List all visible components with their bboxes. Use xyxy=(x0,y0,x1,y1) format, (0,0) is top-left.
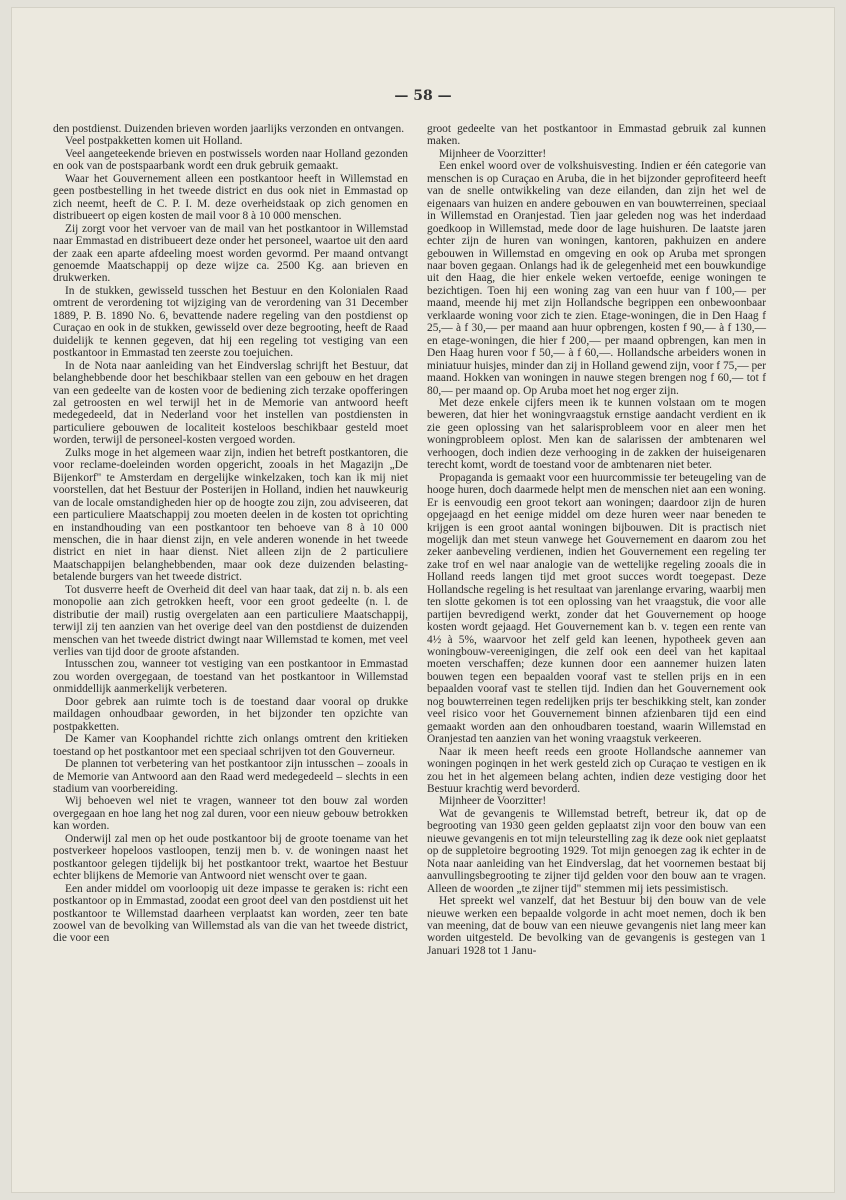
right-column xyxy=(427,123,766,957)
paragraph: Veel aangeteekende brieven en postwissels worden naar Holland gezonden en ook van de postspaarbank wordt een druk gebruik gemaakt. xyxy=(53,147,408,173)
paragraph: Mijnheer de Voorzitter! xyxy=(439,795,547,808)
paragraph: Propaganda is gemaakt voor een huurcommissie ter beteugeling van de hooge huren, doch daarmede helpt men de menschen niet aan een woning. Er is eenvoudig een groot tekort aan woningen; daardoor zijn de huren opgejaagd en het eenige middel om deze huren weer naar beneden te krijgen is een groot aantal woningen bijbouwen. Dit is practisch niet mogelijk dan met steun vanwege het Gouvernement en daarom zou het zeker aanbeveling verdienen, indien het Gouvernement een regeling ter zake trof en wel naar analogie van de wettelijke regeling zooals die in Holland reeds langen tijd met groot succes wordt toegepast. Deze Hollandsche regeling is het resultaat van jarenlange ervaring, waarbij men ten slotte gekomen is tot een oplossing van het vraagstuk, die voor alle partijen bevredigend werkt, zonder dat het Gouvernement op hooge kosten wordt gejaagd. Het Gouvernement kan b. v. tegen een rente van 4½ à 5%, waarvoor het zelf geld kan leenen, hypotheek geven aan woningbouw-vereenigingen, die zelf ook een deel van het kapitaal moeten verschaffen; deze kunnen door een aannemer huizen laten bouwen tegen een bepaalden vooraf vast te stellen prijs en in een bepaalden vooraf vast te stellen tijd. Indien dan het Gouvernement ook nog bouwterreinen tegen redelijken prijs ter beschikking stelt, kan zonder veel risico voor het Gouvernement binnen afzienbaren tijd een eind gemaakt worden aan den onhoudbaren toestand, waarin Willemstad en Oranjestad ten aanzien van het woning vraagstuk verkeeren. xyxy=(427,471,766,746)
paragraph: Wij behoeven wel niet te vragen, wanneer tot den bouw zal worden overgegaan en hoe lang het nog zal duren, voor een nieuw gebouw betrokken kan worden. xyxy=(53,795,408,833)
paragraph: De plannen tot verbetering van het postkantoor zijn intusschen – zooals in de Memorie van Antwoord aan den Raad werd medegedeeld – slechts in een stadium van voorbereiding. xyxy=(53,758,408,796)
paragraph: groot gedeelte van het postkantoor in Emmastad gebruik zal kunnen maken. xyxy=(427,123,766,148)
paragraph: In de Nota naar aanleiding van het Eindverslag schrijft het Bestuur, dat belanghebbende door het beschikbaar stellen van een gebouw en het dragen van een gedeelte van de kosten voor de bediening zich terzake opofferingen zal getroosten en wel terwijl het in de Memorie van antwoord heeft medegedeeld, dat in Nederland voor het instellen van postdiensten in particuliere gebouwen de localiteit kosteloos beschikbaar gesteld moet worden, terwijl de personeel-kosten vergoed worden. xyxy=(53,359,408,447)
paragraph: Met deze enkele cijfers meen ik te kunnen volstaan om te mogen beweren, dat hier het woningvraagstuk ernstige aandacht verdient en ik zie geen oplossing van het salarisprobleem voor en aleer men het woningprobleem oplost. Men kan de salarissen der ambtenaren wel verhoogen, doch indien deze verhooging in de zakken der huiseigenaren terecht komt, wordt de toestand voor de ambtenaren niet beter. xyxy=(427,396,766,472)
paragraph: Intusschen zou, wanneer tot vestiging van een postkantoor in Emmastad zou worden overgegaan, de toestand van het postkantoor in Willemstad onmiddellijk aanmerkelijk verbeteren. xyxy=(53,658,408,696)
paragraph: In de stukken, gewisseld tusschen het Bestuur en den Kolonialen Raad omtrent de verordening tot wijziging van de verordening van 31 December 1889, P. B. 1890 No. 6, bevattende nadere regeling van den postdienst op Curaçao en ook in de stukken, gewisseld over deze begrooting, heeft de Raad duidelijk te kennen gegeven, dat hij een regeling tot vestiging van een postkantoor in Emmastad ten zeerste zou toejuichen. xyxy=(53,284,408,360)
paragraph: Een ander middel om voorloopig uit deze impasse te geraken is: richt een postkantoor op in Emmastad, zoodat een groot deel van den postdienst uit het postkantoor te Willemstad daarheen verplaatst kan worden, zeer ten bate zoowel van de bevolking van Willemstad als van die van het tweede district, die voor een xyxy=(53,882,408,945)
paragraph: Wat de gevangenis te Willemstad betreft, betreur ik, dat op de begrooting van 1930 geen gelden geplaatst zijn voor den bouw van een nieuwe gevangenis en tot mijn teleurstelling zag ik deze ook niet geplaatst op de suppletoire begrooting 1929. Tot mijn genoegen zag ik echter in de Nota naar aanleiding van het Eindverslag, dat het voornemen bestaat bij aanvullingsbegrooting te zijner tijd gelden voor den bouw aan te vragen. Alleen de woorden „te zijner tijd" stemmen mij iets pessimistisch. xyxy=(427,807,766,895)
paragraph: Door gebrek aan ruimte toch is de toestand daar vooral op drukke maildagen onhoudbaar geworden, in het bijzonder ten opzichte van postpakketten. xyxy=(53,695,408,733)
page-number: — 58 — xyxy=(394,88,452,104)
paragraph: Zulks moge in het algemeen waar zijn, indien het betreft postkantoren, die voor reclame-doeleinden worden opgericht, zooals in het Magazijn „De Bijenkorf" te Amsterdam en dergelijke winkelzaken, toch kan ik mij niet voorstellen, dat het Bestuur der Posterijen in Holland, indien het nauwkeurig van de locale omstandigheden hier op de hoogte zou zijn, zou adviseeren, dat een particuliere Maatschappij zou moeten deelen in de kosten tot oprichting en instandhouding van een postkantoor ten behoeve van 8 à 10 000 menschen, die in haar dienst zijn, en vele anderen wonende in het tweede district en niet in haar dienst. Niet alleen zijn de 2 particuliere Maatschappijen belanghebbenden, maar ook deze duizenden belasting-betalende burgers van het tweede district. xyxy=(53,446,408,584)
paragraph: Tot dusverre heeft de Overheid dit deel van haar taak, dat zij n. b. als een monopolie aan zich getrokken heeft, voor een groot gedeelte (n. l. de distributie der mail) rustig overgelaten aan een particuliere Maatschappij, terwijl zij ten aanzien van het overige deel van den postdienst de duizenden menschen van het tweede district dwingt naar Willemstad te komen, met veel verlies van tijd door de groote afstanden. xyxy=(53,583,408,659)
paragraph: Veel postpakketten komen uit Holland. xyxy=(65,135,243,148)
paragraph: Een enkel woord over de volkshuisvesting. Indien er één categorie van menschen is op Curaçao en Aruba, die in het bijzonder geprofiteerd heeft van de snelle ontwikkeling van deze eilanden, dan zijn het wel de eigenaars van huizen en andere gebouwen en van bouwterreinen, speciaal in Willemstad en Oranjestad. Tien jaar geleden nog was het inderdaad goedkoop in Willemstad, mede door de lage huishuren. De laatste jaren echter zijn de huren van woningen, kantoren, pakhuizen en andere gebouwen in Willemstad en omgeving en ook op Aruba met sprongen naar boven gegaan. Onlangs had ik de gelegenheid met een bouwkundige uit den Haag, die hier enkele weken vertoefde, eenige woningen te bezichtigen. Toen hij een woning zag van een huur van f 100,— per maand, meende hij met zijn Hollandsche begrippen een onbewoonbaar verklaarde woning voor zich te zien. Etage-woningen, die in Den Haag f 25,— à f 30,— per maand aan huur opbrengen, kosten f 90,— à f 130,— en etage-woningen, die hier f 200,— per maand opbrengen, kan men in Den Haag huren voor f 50,— à f 60,—. Hollandsche arbeiders wonen in miniatuur huisjes, minder dan zij in Holland gewend zijn, voor f 75,— per maand. Hokken van woningen in nauwe stegen brengen nog f 60,— tot f 80,— per maand op. Op Aruba moet het nog erger zijn. xyxy=(427,160,766,397)
paragraph: Zij zorgt voor het vervoer van de mail van het postkantoor in Willemstad naar Emmastad en distribueert deze onder het personeel, waartoe uit den aard der zaak een aparte afdeeling moest worden gevormd. Per maand ontvangt genoemde Maatschappij op deze wijze ca. 2500 Kg. aan brieven en drukwerken. xyxy=(53,222,408,285)
paragraph: De Kamer van Koophandel richtte zich onlangs omtrent den kritieken toestand op het postkantoor met een speciaal schrijven tot den Gouverneur. xyxy=(53,733,408,758)
paragraph: den postdienst. Duizenden brieven worden jaarlijks verzonden en ontvangen. xyxy=(53,123,405,135)
paragraph: Naar ik meen heeft reeds een groote Hollandsche aannemer van woningen poginqen in het werk gesteld zich op Curaçao te vestigen en ik zou het in het algemeen belang achten, indien deze vestiging door het Bestuur krachtig werd bevorderd. xyxy=(427,745,766,796)
left-column xyxy=(53,123,408,945)
paragraph: Het spreekt wel vanzelf, dat het Bestuur bij den bouw van de vele nieuwe werken een bepaalde volgorde in acht moet nemen, doch ik ben van meening, dat de bouw van een nieuwe gevangenis niet lang meer kan worden uitgesteld. De bevolking van de gevangenis is gestegen van 1 Januari 1928 tot 1 Janu- xyxy=(427,895,766,957)
paragraph: Waar het Gouvernement alleen een postkantoor heeft in Willemstad en geen postbestelling in het tweede district en dus ook niet in Emmastad op zich neemt, heeft de C. P. I. M. deze overheidstaak op zich genomen en distribueert op eigen kosten de mail voor 8 à 10 000 menschen. xyxy=(53,172,408,223)
paragraph: Mijnheer de Voorzitter! xyxy=(439,147,547,160)
paragraph: Onderwijl zal men op het oude postkantoor bij de groote toename van het postverkeer hopeloos vastloopen, tenzij men b. v. de woningen naast het postkantoor gelegen tijdelijk bij het postkantoor trekt, waartoe het Bestuur echter blijkens de Memorie van Antwoord niet wenscht over te gaan. xyxy=(53,832,408,883)
